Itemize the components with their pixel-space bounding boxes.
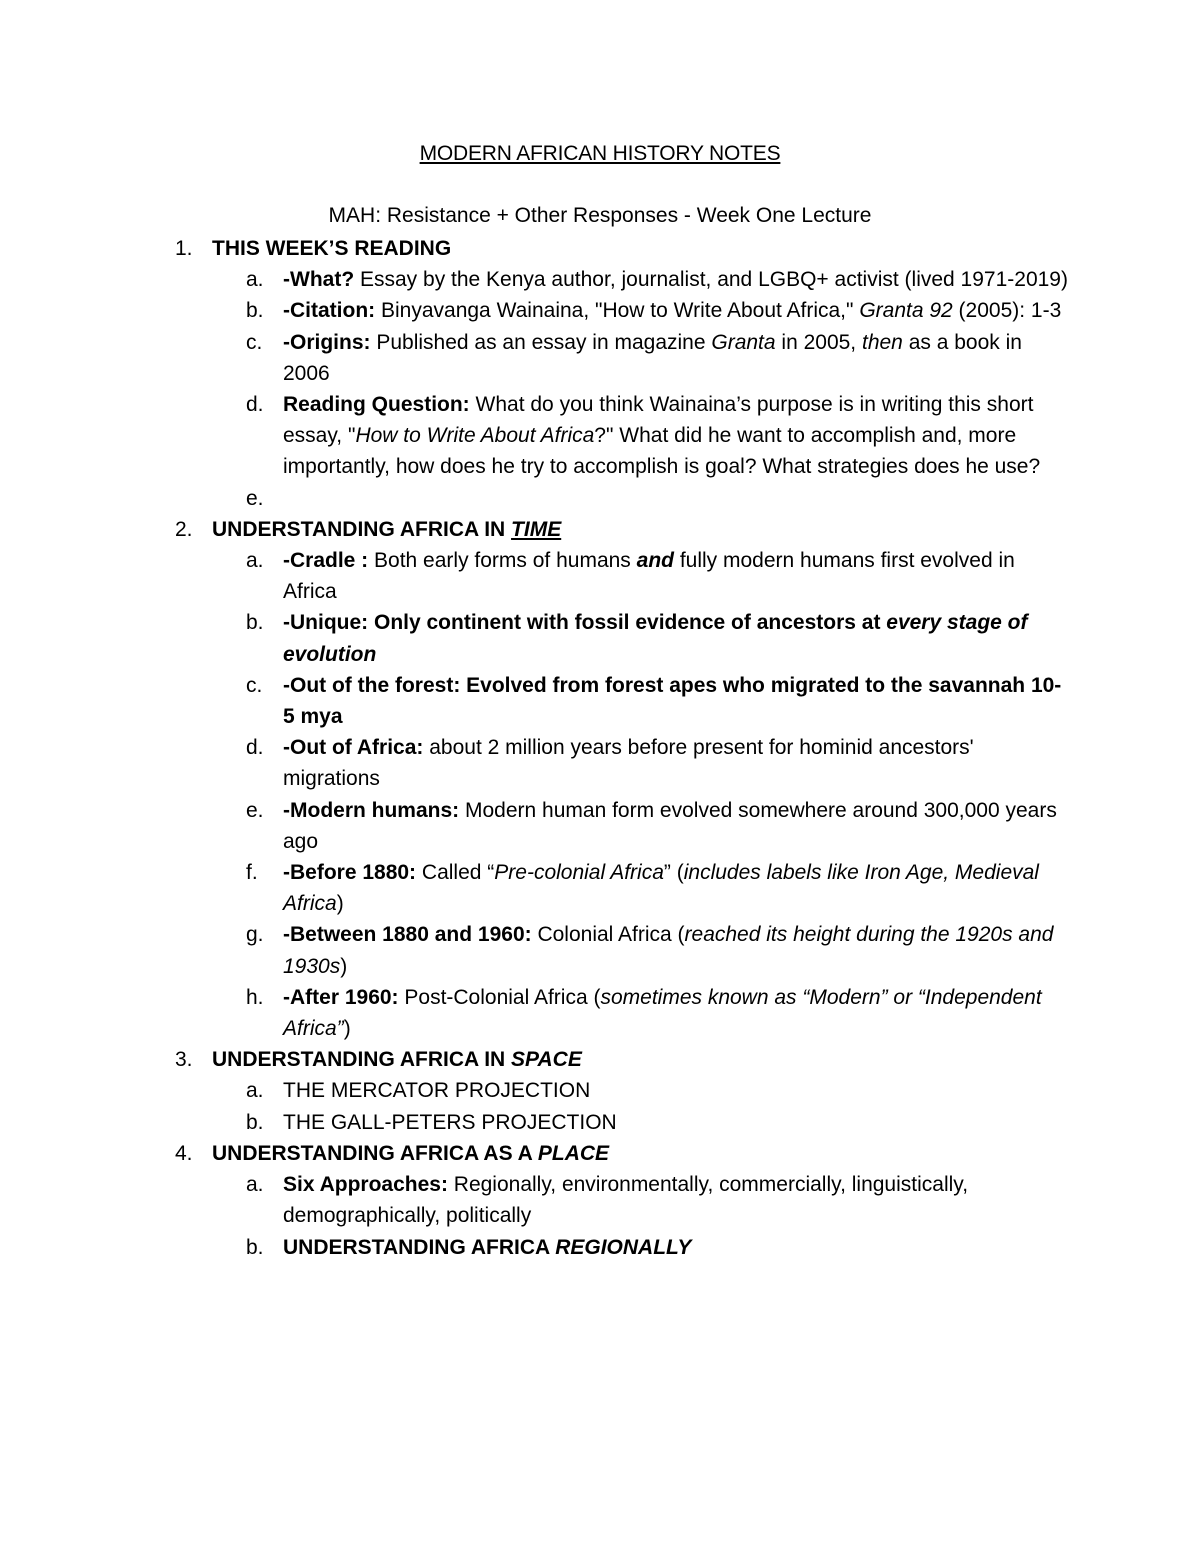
section-title: UNDERSTANDING AFRICA IN [212, 517, 512, 541]
list-item [0, 857, 1200, 919]
item-emphasis: reached its height during the 1920s and 1930s [283, 923, 1054, 978]
item-label: -Origins: [283, 330, 371, 354]
item-label: -Citation: [283, 299, 376, 323]
item-label: -After 1960: [283, 985, 399, 1009]
list-item [0, 295, 1200, 326]
item-letter: b. [246, 1235, 264, 1259]
list-item [0, 607, 1200, 669]
item-letter: g. [246, 923, 264, 947]
item-text: fully modern humans first evolved in Africa [283, 549, 1015, 604]
item-letter: a. [246, 1173, 264, 1197]
item-emphasis: REGIONALLY [555, 1235, 692, 1259]
notes-outline [0, 233, 1200, 1263]
item-text: Called “ [416, 861, 495, 885]
item-text: Published as an essay in magazine [370, 330, 712, 354]
item-letter: a. [246, 1079, 264, 1103]
item-label: -What? [283, 268, 355, 292]
section-number: 1. [175, 237, 193, 260]
item-text: ” ( [663, 861, 684, 885]
item-letter: a. [246, 268, 264, 292]
item-emphasis: every stage of evolution [283, 611, 1028, 666]
item-text: Essay by the Kenya author, journalist, and LGBQ+ activist (lived 1971-2019) [354, 268, 1068, 292]
item-label: UNDERSTANDING AFRICA [283, 1235, 556, 1259]
item-emphasis: Granta 92 [859, 299, 953, 323]
item-label: -Out of Africa: [283, 736, 424, 760]
item-emphasis: Granta [711, 330, 776, 354]
list-item [0, 264, 1200, 295]
item-text: as a book in 2006 [283, 330, 1022, 385]
item-letter: f. [246, 861, 258, 885]
item-label: -Between 1880 and 1960: [283, 923, 532, 947]
item-emphasis: How to Write About Africa [355, 424, 595, 448]
list-item [0, 670, 1200, 732]
item-text: Both early forms of humans [368, 549, 637, 573]
item-text: ) [343, 1017, 351, 1041]
item-letter: c. [246, 330, 263, 354]
item-text: ) [336, 892, 344, 916]
item-text: in 2005, [775, 330, 862, 354]
list-item [0, 982, 1200, 1044]
section-number: 2. [175, 517, 193, 541]
item-emphasis: then [861, 330, 903, 354]
item-text: What do you think Wainaina’s purpose is in writing this short essay, " [283, 393, 1034, 448]
item-label: -Cradle : [283, 549, 369, 573]
item-letter: a. [246, 549, 264, 573]
item-letter: e. [246, 798, 264, 822]
item-text: Post-Colonial Africa ( [398, 985, 601, 1009]
item-emphasis: and [636, 549, 674, 573]
item-text: Evolved from forest apes who migrated to the savannah 10-5 mya [283, 673, 1062, 729]
item-letter: h. [246, 985, 264, 1009]
list-item [0, 1107, 1200, 1138]
item-letter: e. [246, 486, 264, 510]
section-heading [0, 1138, 1200, 1169]
item-letter: b. [246, 1110, 264, 1134]
item-letter: b. [246, 299, 264, 323]
list-item [0, 919, 1200, 981]
item-letter: c. [246, 673, 263, 697]
section-title: THIS WEEK’S READING [212, 237, 452, 260]
document-subtitle: MAH: Resistance + Other Responses - Week One Lecture [328, 204, 872, 227]
item-text: THE MERCATOR PROJECTION [283, 1079, 591, 1103]
section-number: 4. [175, 1141, 193, 1165]
item-emphasis: Pre-colonial Africa [494, 861, 664, 885]
item-letter: d. [246, 736, 264, 760]
item-label: -Modern humans: [283, 798, 460, 822]
section-title-emphasis: TIME [511, 517, 562, 541]
item-text: THE GALL-PETERS PROJECTION [283, 1110, 617, 1134]
section-title-emphasis: SPACE [511, 1048, 582, 1072]
section-number: 3. [175, 1048, 193, 1072]
section-title-emphasis: PLACE [537, 1141, 610, 1165]
item-label: Six Approaches: [283, 1173, 448, 1197]
item-text: Only continent with fossil evidence of ancestors at [368, 611, 887, 635]
document-title: MODERN AFRICAN HISTORY NOTES [419, 142, 781, 165]
list-item [0, 327, 1200, 389]
item-text: ?" What did he want to accomplish and, more importantly, how does he try to accomplish is goal? What strategies does he use? [283, 424, 1041, 479]
section-title: UNDERSTANDING AFRICA IN [212, 1048, 512, 1072]
item-text: Regionally, environmentally, commercially, linguistically, demographically, politically [283, 1173, 969, 1228]
item-text: (2005): 1-3 [952, 299, 1062, 323]
section-heading [0, 233, 1200, 264]
item-text: Colonial Africa ( [531, 923, 685, 947]
section-heading [0, 1044, 1200, 1075]
item-label: -Before 1880: [283, 861, 417, 885]
list-item [0, 795, 1200, 857]
item-text: Binyavanga Wainaina, "How to Write About Africa," [375, 299, 860, 323]
item-text: about 2 million years before present for hominid ancestors' migrations [283, 736, 974, 791]
list-item [0, 1232, 1200, 1263]
item-label: Reading Question: [283, 393, 470, 417]
item-emphasis: includes labels like Iron Age, Medieval Africa [283, 861, 1039, 916]
item-label: -Unique: [283, 611, 369, 635]
list-item [0, 545, 1200, 607]
list-item [0, 1169, 1200, 1231]
item-letter: d. [246, 393, 264, 417]
item-text: ) [340, 954, 348, 978]
list-item [0, 1075, 1200, 1106]
item-text: Modern human form evolved somewhere around 300,000 years ago [283, 798, 1057, 853]
item-letter: b. [246, 611, 264, 635]
section-heading [0, 514, 1200, 545]
item-emphasis: sometimes known as “Modern” or “Independent Africa” [283, 985, 1042, 1041]
list-item [0, 389, 1200, 483]
item-label: -Out of the forest: [283, 673, 461, 697]
list-item [0, 483, 1200, 514]
section-title: UNDERSTANDING AFRICA AS A [212, 1141, 538, 1165]
list-item [0, 732, 1200, 794]
